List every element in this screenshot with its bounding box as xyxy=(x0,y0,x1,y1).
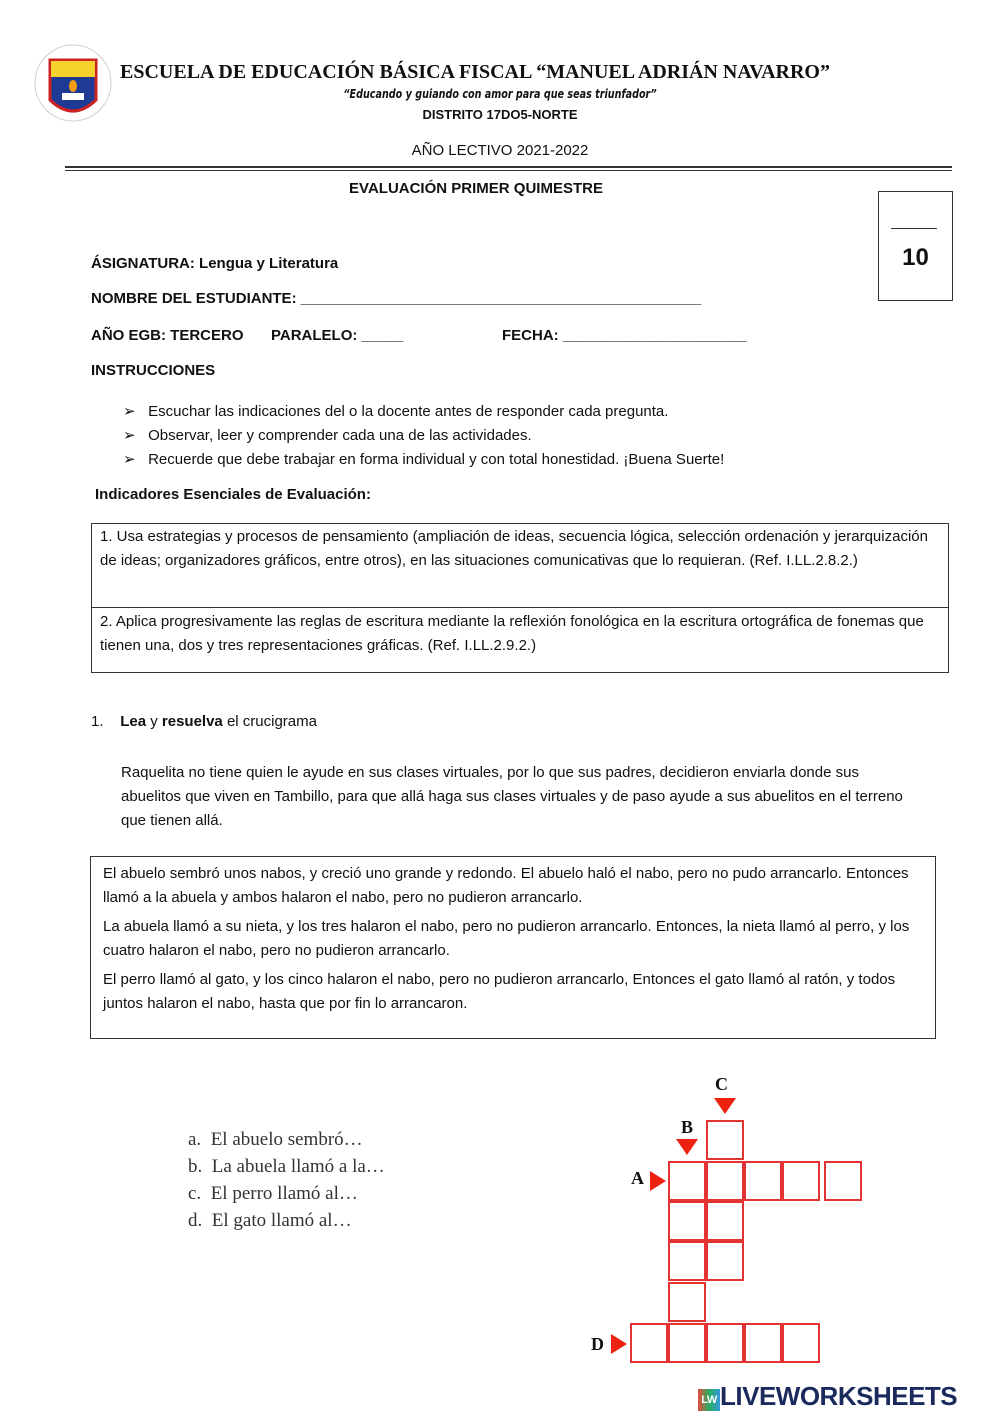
arrow-bullet-icon: ➢ xyxy=(123,427,136,444)
intro-text: Raquelita no tiene quien le ayude en sus clases virtuales, por lo que sus padres, decidieron enviarla donde sus abuelitos que viven en Tambillo, para que allá haga sus clases virtuales y de paso ayude a sus abuelitos en el terreno que tienen allá. xyxy=(121,764,903,829)
clue-list xyxy=(188,1126,385,1234)
crossword-cell[interactable] xyxy=(668,1201,706,1241)
subject: ÁSIGNATURA: Lengua y Literatura xyxy=(91,255,339,272)
crossword-cell[interactable] xyxy=(706,1161,744,1201)
label-d: D xyxy=(591,1334,604,1354)
story-box xyxy=(90,856,936,1039)
arrow-right-icon xyxy=(650,1171,666,1191)
label-b: B xyxy=(681,1117,694,1137)
crossword-cell[interactable] xyxy=(668,1241,706,1281)
arrow-right-icon xyxy=(611,1334,627,1354)
crossword-cell[interactable] xyxy=(706,1241,744,1281)
district: DISTRITO 17DO5-NORTE xyxy=(422,107,578,122)
clue-c: c. El perro llamó al… xyxy=(188,1183,358,1204)
score-blank xyxy=(891,228,937,229)
crossword-cell[interactable] xyxy=(824,1161,862,1201)
arrow-bullet-icon: ➢ xyxy=(123,403,136,420)
instructions-title: INSTRUCCIONES xyxy=(91,362,216,379)
clue-d: d. El gato llamó al… xyxy=(188,1210,352,1231)
divider xyxy=(65,166,952,168)
list-item: ➢ Recuerde que debe trabajar en forma individual y con total honestidad. ¡Buena Suerte! xyxy=(123,451,725,468)
crossword-cell[interactable] xyxy=(668,1161,706,1201)
list-item: ➢ Observar, leer y comprender cada una de las actividades. xyxy=(123,427,532,444)
score-total: 10 xyxy=(902,244,929,271)
indicators-title: Indicadores Esenciales de Evaluación: xyxy=(95,486,371,503)
crossword-cell[interactable] xyxy=(706,1120,744,1160)
label-c: C xyxy=(715,1074,728,1094)
parallel-field[interactable]: PARALELO: _____ xyxy=(271,327,404,344)
story-paragraph: El perro llamó al gato, y los cinco halaron el nabo, pero no pudieron arrancarlo, Entonces el gato llamó al ratón, y todos juntos halaron el nabo, hasta que por fin lo arrancaron. xyxy=(103,971,896,1012)
indicator-row: 2. Aplica progresivamente las reglas de escritura mediante la reflexión fonológica en la escritura ortográfica de fonemas que tienen una, dos y tres representaciones gráficas. (Ref. I.LL.2.9.2.) xyxy=(100,613,924,654)
divider xyxy=(65,170,952,171)
motto: “Educando y guiando con amor para que seas triunfador” xyxy=(343,87,657,101)
story-paragraph: La abuela llamó a su nieta, y los tres halaron el nabo, pero no pudieron arrancarlo. Entonces, la nieta llamó al perro, y los cuatro halaron el nabo, pero no pudieron arrancarlo. xyxy=(103,918,910,959)
list-item: ➢ Escuchar las indicaciones del o la docente antes de responder cada pregunta. xyxy=(123,403,669,420)
arrow-down-icon xyxy=(714,1098,736,1114)
clue-a: a. El abuelo sembró… xyxy=(188,1129,363,1150)
indicators-table xyxy=(91,523,949,673)
school-name: ESCUELA DE EDUCACIÓN BÁSICA FISCAL “MANUEL ADRIÁN NAVARRO” xyxy=(120,61,830,83)
crossword-cell[interactable] xyxy=(782,1323,820,1363)
arrow-down-icon xyxy=(676,1139,698,1155)
question-1-title: 1. Lea y resuelva el crucigrama xyxy=(91,713,317,730)
school-year: AÑO LECTIVO 2021-2022 xyxy=(411,142,589,159)
crossword-cell[interactable] xyxy=(668,1282,706,1322)
crossword-cell[interactable] xyxy=(630,1323,668,1363)
crossword-cell[interactable] xyxy=(706,1323,744,1363)
student-name-field[interactable]: NOMBRE DEL ESTUDIANTE: ________________________________________________ xyxy=(91,290,702,307)
story-paragraph: El abuelo sembró unos nabos, y creció uno grande y redondo. El abuelo haló el nabo, pero no pudo arrancarlo. Entonces llamó a la abuela y ambos halaron el nabo, pero no pudieron arrancarlo. xyxy=(103,865,909,906)
score-box xyxy=(878,191,953,301)
clue-b: b. La abuela llamó a la… xyxy=(188,1156,385,1177)
crossword-cell[interactable] xyxy=(668,1323,706,1363)
liveworksheets-watermark: LW LIVEWORKSHEETS xyxy=(698,1381,957,1412)
instructions-list xyxy=(123,400,724,472)
date-field[interactable]: FECHA: ______________________ xyxy=(502,327,747,344)
arrow-bullet-icon: ➢ xyxy=(123,451,136,468)
exam-title: EVALUACIÓN PRIMER QUIMESTRE xyxy=(349,180,603,197)
crossword-cell[interactable] xyxy=(706,1201,744,1241)
indicator-row: 1. Usa estrategias y procesos de pensamiento (ampliación de ideas, secuencia lógica, selección ordenación y jerarquización de ideas; organizadores gráficos, entre otros), en las situaciones comunicativas que lo requieran. (Ref. I.LL.2.8.2.) xyxy=(92,524,948,608)
crossword-cell[interactable] xyxy=(782,1161,820,1201)
grade: AÑO EGB: TERCERO xyxy=(91,327,244,344)
crossword-cell[interactable] xyxy=(744,1323,782,1363)
label-a: A xyxy=(631,1168,644,1188)
lw-logo-icon: LW xyxy=(698,1389,720,1411)
crossword-cell[interactable] xyxy=(744,1161,782,1201)
